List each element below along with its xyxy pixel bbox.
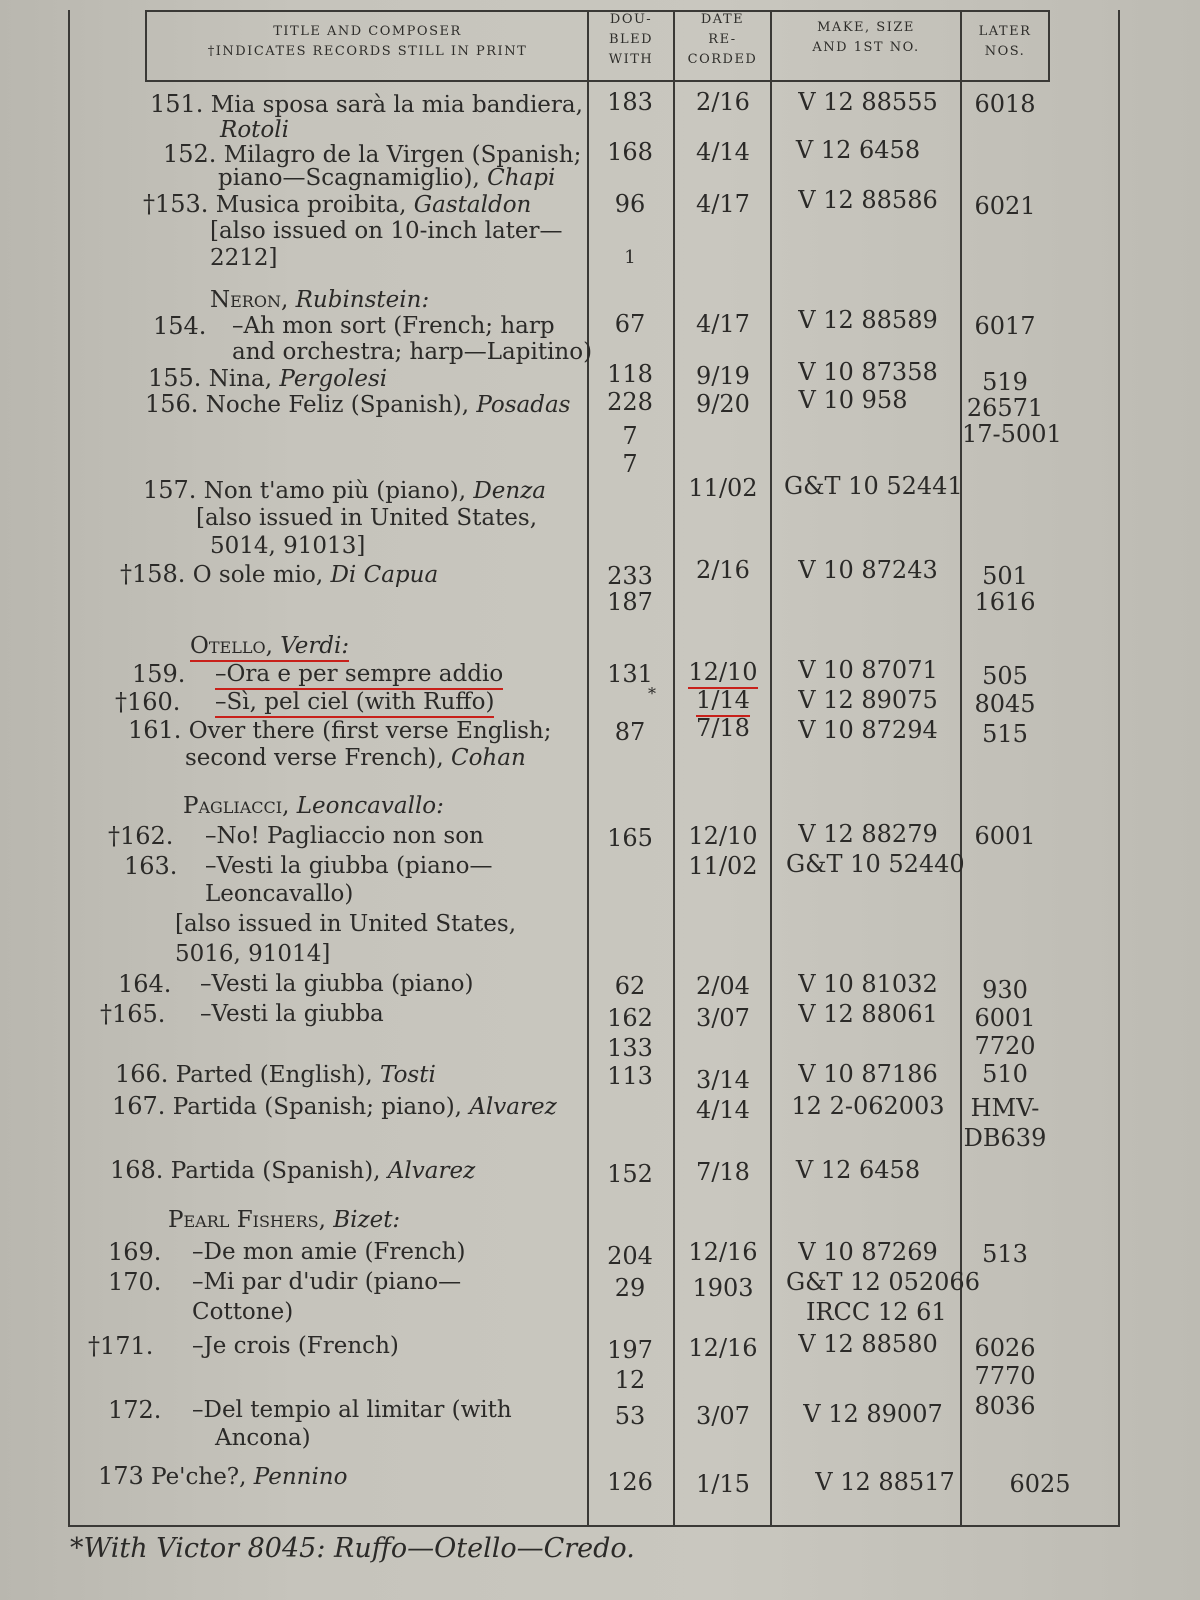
entry-title: Partida (Spanish), xyxy=(170,1158,388,1184)
make-size: V 12 88555 xyxy=(798,88,938,116)
entry-title-cont: second verse French), Cohan xyxy=(185,745,526,771)
entry-title: Noche Feliz (Spanish), xyxy=(205,392,477,418)
later-nos: 6017 xyxy=(974,312,1036,340)
date-recorded: 3/07 xyxy=(696,1402,750,1430)
header-make-line1: MAKE, SIZE xyxy=(817,20,915,35)
entry-number: †162. xyxy=(108,822,174,850)
date-recorded: 1/15 xyxy=(696,1470,750,1498)
date-recorded: 1/14 xyxy=(676,686,770,714)
entry-159 xyxy=(132,660,185,689)
date-recorded: 4/17 xyxy=(696,190,750,218)
date-recorded: 4/17 xyxy=(696,310,750,338)
date-recorded: 2/16 xyxy=(696,556,750,584)
entry-title: O sole mio, xyxy=(192,562,331,588)
column-rule-3 xyxy=(770,10,772,1525)
entry-160 xyxy=(115,688,180,717)
later-nos-2: DB639 xyxy=(963,1124,1047,1152)
opera-heading-pagliacci: Pagliacci, Leoncavallo: xyxy=(183,793,444,819)
header-title xyxy=(150,22,585,62)
entry-number: 169. xyxy=(108,1238,162,1266)
header-left-rule xyxy=(145,10,147,82)
make-size: G&T 10 52441 xyxy=(784,472,963,500)
make-size: V 12 88517 xyxy=(815,1468,955,1496)
entry-title-cont: piano—Scagnamiglio), Chapi xyxy=(218,165,556,191)
opera-heading-otello: Otello, Verdi: xyxy=(190,632,349,660)
header-bottom-rule xyxy=(145,80,1048,82)
entry-title: Partida (Spanish; piano), xyxy=(172,1094,470,1120)
entry-169 xyxy=(108,1238,161,1267)
entry-title-cont: Ancona) xyxy=(215,1425,311,1451)
make-size: V 10 87186 xyxy=(798,1060,938,1088)
entry-note-cont: 5016, 91014] xyxy=(175,941,331,967)
column-rule-2 xyxy=(673,10,675,1525)
doubled-with-3: 7 xyxy=(622,450,638,478)
later-nos: HMV- xyxy=(970,1094,1040,1122)
date-recorded: 3/07 xyxy=(696,1004,750,1032)
column-rule-4 xyxy=(960,10,962,1525)
entry-title: Non t'amo più (piano), xyxy=(203,478,474,504)
entry-172 xyxy=(108,1396,161,1425)
opera-heading-pearl-fishers: Pearl Fishers, Bizet: xyxy=(168,1207,401,1233)
make-size: V 12 88061 xyxy=(798,1000,938,1028)
entry-composer: Tosti xyxy=(380,1062,436,1088)
later-nos: 510 xyxy=(982,1060,1028,1088)
make-size: G&T 12 052066 xyxy=(786,1268,980,1296)
entry-title: –No! Pagliaccio non son xyxy=(205,823,484,849)
entry-number: †165. xyxy=(100,1000,166,1028)
doubled-with: 118 xyxy=(607,360,653,388)
entry-title: –Vesti la giubba (piano) xyxy=(200,971,474,997)
later-nos: 6001 xyxy=(974,822,1036,850)
entry-title: Over there (first verse English; xyxy=(188,718,552,744)
date-recorded: 7/18 xyxy=(696,714,750,742)
date-recorded: 12/10 xyxy=(688,822,758,850)
entry-number: 157. xyxy=(143,476,197,504)
header-doubled-line3: WITH xyxy=(608,52,654,67)
make-size: V 10 958 xyxy=(798,386,908,414)
doubled-with: 204 xyxy=(607,1242,653,1270)
entry-title: Mia sposa sarà la mia bandiera, xyxy=(210,92,583,118)
later-nos: 6021 xyxy=(974,192,1036,220)
entry-167 xyxy=(112,1092,557,1121)
later-nos: 930 xyxy=(982,976,1028,1004)
make-size: V 10 87358 xyxy=(798,358,938,386)
entry-number: 172. xyxy=(108,1396,162,1424)
doubled-with-2: 133 xyxy=(607,1034,653,1062)
header-doubled xyxy=(590,10,672,70)
entry-171 xyxy=(88,1332,153,1361)
entry-157 xyxy=(143,476,546,505)
make-size-2: IRCC 12 61 xyxy=(806,1298,947,1326)
doubled-with: 53 xyxy=(614,1402,646,1430)
entry-number: 151. xyxy=(150,90,204,118)
entry-composer: Di Capua xyxy=(330,562,439,588)
entry-number: 168. xyxy=(110,1156,164,1184)
column-rule-5 xyxy=(1048,10,1050,82)
entry-173 xyxy=(98,1462,347,1491)
entry-title: –Vesti la giubba xyxy=(200,1001,384,1027)
entry-title: Musica proibita, xyxy=(215,192,414,218)
entry-composer: Pergolesi xyxy=(279,366,388,392)
doubled-with: 165 xyxy=(607,824,653,852)
date-recorded: 12/16 xyxy=(688,1334,758,1362)
date-recorded: 9/20 xyxy=(696,390,750,418)
entry-158 xyxy=(120,560,438,589)
header-later xyxy=(962,22,1048,62)
entry-number: †158. xyxy=(120,560,186,588)
doubled-with: 168 xyxy=(607,138,653,166)
make-size: V 10 87294 xyxy=(798,716,938,744)
column-rule-1 xyxy=(587,10,589,1525)
doubled-with: 233 xyxy=(607,562,653,590)
later-nos-2: 7720 xyxy=(974,1032,1036,1060)
entry-title: –Mi par d'udir (piano— xyxy=(192,1269,462,1295)
header-doubled-line1: DOU- xyxy=(609,12,653,27)
header-title-line1: TITLE AND COMPOSER xyxy=(273,24,462,39)
date-recorded: 11/02 xyxy=(688,852,758,880)
entry-note-cont: 5014, 91013] xyxy=(210,533,366,559)
doubled-with: 152 xyxy=(607,1160,653,1188)
footnote: *With Victor 8045: Ruffo—Otello—Credo. xyxy=(70,1533,635,1564)
date-recorded: 4/14 xyxy=(696,138,750,166)
later-nos: 515 xyxy=(982,720,1028,748)
later-nos: 6018 xyxy=(974,90,1036,118)
entry-composer: Alvarez xyxy=(387,1158,476,1184)
entry-166 xyxy=(115,1060,436,1089)
make-size: V 10 87243 xyxy=(798,556,938,584)
later-nos-2: 17-5001 xyxy=(962,420,1062,448)
date-recorded: 12/16 xyxy=(688,1238,758,1266)
date-recorded: 3/14 xyxy=(696,1066,750,1094)
date-recorded: 11/02 xyxy=(688,474,758,502)
doubled-with: 162 xyxy=(607,1004,653,1032)
entry-156 xyxy=(145,390,571,419)
entry-163 xyxy=(124,852,177,881)
entry-title: –Ora e per sempre addio xyxy=(215,660,503,688)
entry-title-cont: Leoncavallo) xyxy=(205,881,354,907)
entry-155 xyxy=(148,364,387,393)
entry-title: Pe'che?, xyxy=(151,1464,254,1490)
make-size: V 12 6458 xyxy=(795,136,921,164)
doubled-with-2: 1 xyxy=(624,247,636,268)
header-date-line2: RE- xyxy=(708,32,737,47)
doubled-with: 29 xyxy=(614,1274,646,1302)
header-later-line2: NOS. xyxy=(984,44,1026,59)
make-size: G&T 10 52440 xyxy=(786,850,965,878)
make-size: V 12 88279 xyxy=(798,820,938,848)
entry-title-cont: Cottone) xyxy=(192,1299,294,1325)
entry-composer: Rotoli xyxy=(220,117,289,143)
make-size: V 10 87269 xyxy=(798,1238,938,1266)
entry-number: 155. xyxy=(148,364,202,392)
later-nos: 6025 xyxy=(1009,1470,1071,1498)
entry-161 xyxy=(128,716,552,745)
later-nos: 501 xyxy=(982,562,1028,590)
entry-164 xyxy=(118,970,171,999)
doubled-with: 197 xyxy=(607,1336,653,1364)
doubled-with: 126 xyxy=(607,1468,653,1496)
entry-165 xyxy=(100,1000,165,1029)
make-size: V 12 88580 xyxy=(798,1330,938,1358)
header-date xyxy=(675,10,770,70)
entry-note: [also issued in United States, xyxy=(175,911,517,937)
date-recorded: 2/16 xyxy=(696,88,750,116)
entry-title: Parted (English), xyxy=(175,1062,381,1088)
entry-composer: Posadas xyxy=(476,392,571,418)
make-size: V 12 89007 xyxy=(803,1400,943,1428)
doubled-with-asterisk: * xyxy=(648,684,656,703)
opera-heading-neron: Neron, Rubinstein: xyxy=(210,287,430,313)
doubled-with-2: 7 xyxy=(622,422,638,450)
entry-number: 170. xyxy=(108,1268,162,1296)
entry-number: 159. xyxy=(132,660,186,688)
doubled-with: 113 xyxy=(607,1062,653,1090)
entry-composer: Gastaldon xyxy=(413,192,532,218)
later-nos: 6001 xyxy=(974,1004,1036,1032)
date-recorded: 9/19 xyxy=(696,362,750,390)
entry-153 xyxy=(143,190,531,219)
entry-composer: Pennino xyxy=(253,1464,348,1490)
header-make xyxy=(772,18,960,58)
header-title-line2: †INDICATES RECORDS STILL IN PRINT xyxy=(207,44,528,59)
entry-title: –Je crois (French) xyxy=(192,1333,399,1359)
later-nos: 8036 xyxy=(974,1392,1036,1420)
later-nos: 519 xyxy=(982,368,1028,396)
entry-composer: Denza xyxy=(473,478,547,504)
later-nos-2: 1616 xyxy=(974,588,1036,616)
entry-170 xyxy=(108,1268,161,1297)
entry-168 xyxy=(110,1156,475,1185)
entry-number: 167. xyxy=(112,1092,166,1120)
doubled-with: 228 xyxy=(607,388,653,416)
date-recorded: 12/10 xyxy=(676,658,770,686)
entry-title: Milagro de la Virgen (Spanish; xyxy=(223,142,582,168)
entry-154 xyxy=(153,312,206,341)
entry-title: –Ah mon sort (French; harp xyxy=(232,313,555,339)
header-date-line3: CORDED xyxy=(687,52,758,67)
entry-162 xyxy=(108,822,173,851)
make-size: V 12 88589 xyxy=(798,306,938,334)
doubled-with: 183 xyxy=(607,88,653,116)
doubled-with: 131 xyxy=(607,660,653,688)
doubled-with: 67 xyxy=(614,310,646,338)
entry-number: †160. xyxy=(115,688,181,716)
entry-151 xyxy=(150,90,583,119)
doubled-with: 87 xyxy=(614,718,646,746)
entry-number: †171. xyxy=(88,1332,154,1360)
later-nos: 6026 xyxy=(974,1334,1036,1362)
make-size: V 12 88586 xyxy=(798,186,938,214)
date-recorded: 1903 xyxy=(692,1274,754,1302)
doubled-with: 62 xyxy=(614,972,646,1000)
entry-number: 166. xyxy=(115,1060,169,1088)
entry-note-cont: 2212] xyxy=(210,245,278,271)
doubled-with-2: 12 xyxy=(614,1366,646,1394)
date-recorded: 4/14 xyxy=(696,1096,750,1124)
header-make-line2: AND 1ST NO. xyxy=(812,40,920,55)
entry-number: †153. xyxy=(143,190,209,218)
entry-composer: Alvarez xyxy=(469,1094,557,1120)
make-size: V 10 81032 xyxy=(798,970,938,998)
entry-number: 173 xyxy=(98,1462,144,1490)
entry-number: 156. xyxy=(145,390,199,418)
entry-title: –Vesti la giubba (piano— xyxy=(205,853,493,879)
doubled-with-2: 187 xyxy=(607,588,653,616)
entry-note: [also issued in United States, xyxy=(196,505,538,531)
later-nos: 26571 xyxy=(966,394,1044,422)
entry-title: Nina, xyxy=(208,366,280,392)
make-size: 12 2-062003 xyxy=(791,1092,945,1120)
entry-title-cont: and orchestra; harp—Lapitino) xyxy=(232,339,593,365)
later-nos-2: 7770 xyxy=(974,1362,1036,1390)
entry-title: –De mon amie (French) xyxy=(192,1239,466,1265)
entry-title: –Del tempio al limitar (with xyxy=(192,1397,512,1423)
later-nos: 505 xyxy=(982,662,1028,690)
entry-note: [also issued on 10-inch later— xyxy=(210,218,563,244)
date-recorded: 7/18 xyxy=(696,1158,750,1186)
later-nos: 8045 xyxy=(974,690,1036,718)
header-date-line1: DATE xyxy=(700,12,745,27)
entry-number: 154. xyxy=(153,312,207,340)
entry-number: 161. xyxy=(128,716,182,744)
entry-number: 163. xyxy=(124,852,178,880)
make-size: V 12 6458 xyxy=(795,1156,921,1184)
entry-number: 152. xyxy=(163,140,217,168)
entry-title: –Sì, pel ciel (with Ruffo) xyxy=(215,688,494,716)
header-doubled-line2: BLED xyxy=(608,32,654,47)
date-recorded: 2/04 xyxy=(696,972,750,1000)
make-size: V 10 87071 xyxy=(798,656,938,684)
entry-number: 164. xyxy=(118,970,172,998)
doubled-with: 96 xyxy=(614,190,646,218)
make-size: V 12 89075 xyxy=(798,686,938,714)
later-nos: 513 xyxy=(982,1240,1028,1268)
header-later-line1: LATER xyxy=(978,24,1032,39)
